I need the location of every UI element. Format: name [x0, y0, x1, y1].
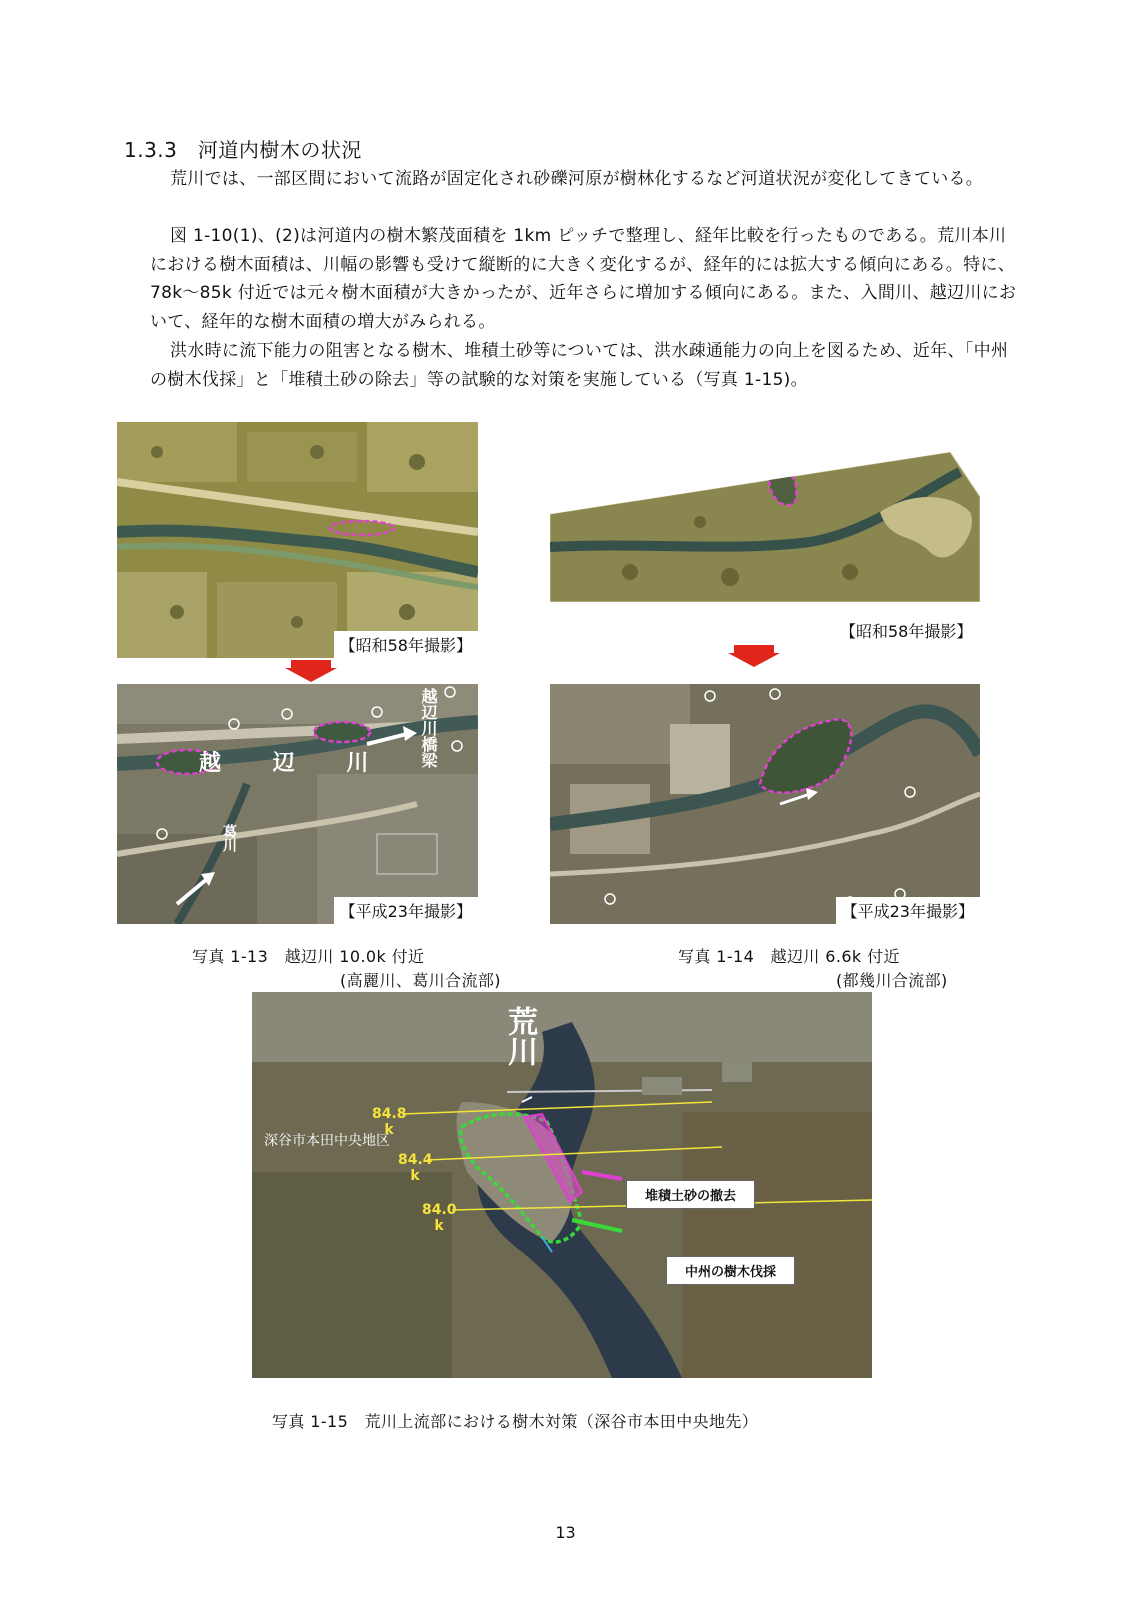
- caption-1-14-line1: 写真 1-14 越辺川 6.6k 付近: [678, 947, 900, 966]
- photo-1-14-2011: [550, 684, 980, 924]
- river-label-oppe: 越 辺 川: [199, 751, 391, 776]
- photo-1-13-1983: [117, 422, 478, 658]
- photo-1-14-label-2011: 【平成23年撮影】: [836, 897, 980, 924]
- photo-1-13-label-1983: 【昭和58年撮影】: [334, 631, 478, 658]
- caption-1-15: 写真 1-15 荒川上流部における樹木対策（深谷市本田中央地先）: [272, 1412, 759, 1431]
- paragraph-1: 荒川では、一部区間において流路が固定化され砂礫河原が樹林化するなど河道状況が変化してきている。: [170, 169, 984, 189]
- down-arrow-icon: [285, 660, 337, 682]
- kp-84-8: 84.8 k: [372, 1106, 407, 1138]
- section-heading: [124, 134, 362, 163]
- paragraph-2: 図 1-10(1)、(2)は河道内の樹木繁茂面積を 1km ピッチで整理し、経年比較を行ったものである。荒川本川における樹木面積は、川幅の影響も受けて縦断的に大きく変化するが、経年的には拡大する傾向にある。特に、78k～85k 付近では元々樹木面積が大きかったが、近年さらに増加する傾向にある。また、入間川、越辺川において、経年的な樹木面積の増大がみられる。: [150, 226, 1017, 332]
- section-number: 1.3.3: [124, 138, 178, 162]
- photo-1-14-1983: [550, 452, 980, 602]
- bridge-label: 越辺川橋梁: [419, 688, 438, 768]
- photo-1-13-2011: [117, 684, 478, 924]
- photo-1-14-label-1983: 【昭和58年撮影】: [834, 617, 978, 644]
- annotation-sediment-removal: 堆積土砂の撤去: [626, 1180, 755, 1209]
- page-number: 13: [555, 1523, 576, 1542]
- photo-1-13-label-2011: 【平成23年撮影】: [334, 897, 478, 924]
- paragraph-3: 洪水時に流下能力の阻害となる樹木、堆積土砂等については、洪水疎通能力の向上を図るため、近年、「中州の樹木伐採」と「堆積土砂の除去」等の試験的な対策を実施している（写真 1-15)。: [150, 341, 1009, 390]
- caption-1-14-line2: (都幾川合流部): [836, 971, 948, 990]
- kp-84-4: 84.4 k: [398, 1152, 433, 1184]
- tributary-label: 葛川: [221, 824, 237, 852]
- down-arrow-icon: [728, 645, 780, 667]
- annotation-tree-cutting: 中州の樹木伐採: [666, 1256, 795, 1285]
- caption-1-13-line2: (高麗川、葛川合流部): [340, 971, 501, 990]
- photo-1-15: [252, 992, 872, 1378]
- section-title: 河道内樹木の状況: [197, 138, 362, 162]
- caption-1-13-line1: 写真 1-13 越辺川 10.0k 付近: [192, 947, 425, 966]
- kp-84-0: 84.0 k: [422, 1202, 457, 1234]
- arakawa-label: 荒川: [502, 1006, 537, 1066]
- area-label: 深谷市本田中央地区: [264, 1133, 390, 1149]
